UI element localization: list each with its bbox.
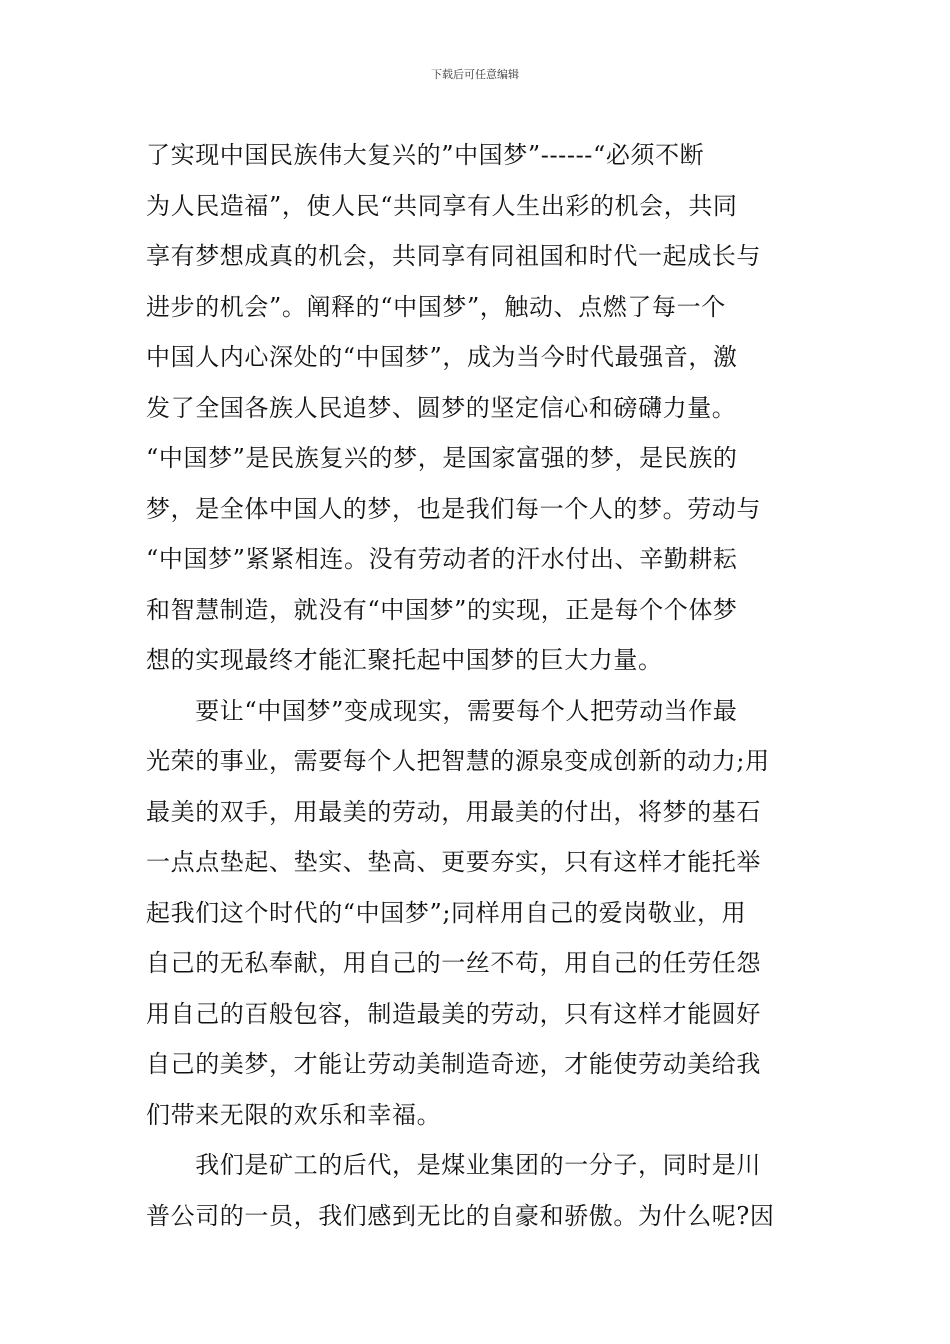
text-line: 和智慧制造，就没有“中国梦”的实现，正是每个个体梦 [146,595,738,624]
text-line: 我们是矿工的后代，是煤业集团的一分子，同时是川 [146,1151,761,1179]
text-line: 享有梦想成真的机会，共同享有同祖国和时代一起成长与 [146,242,761,270]
text-line: 一点点垫起、垫实、垫高、更要夯实，只有这样才能托举 [146,848,761,876]
body-text [146,130,806,1241]
text-line: 想的实现最终才能汇聚托起中国梦的巨大力量。 [146,646,663,674]
text-line: “中国梦”是民族复兴的梦，是国家富强的梦，是民族的 [146,444,738,472]
text-line: 最美的双手，用最美的劳动，用最美的付出，将梦的基石 [146,797,761,826]
text-line: 梦，是全体中国人的梦，也是我们每一个人的梦。劳动与 [146,494,761,523]
text-line: “中国梦”紧紧相连。没有劳动者的汗水付出、辛勤耕耘 [146,545,738,573]
text-line: 进步的机会”。阐释的“中国梦”，触动、点燃了每一个 [146,292,726,321]
text-line: 为人民造福”，使人民“共同享有人生出彩的机会，共同 [146,191,738,220]
text-line: 要让“中国梦”变成现实，需要每个人把劳动当作最 [146,696,738,725]
text-line: 们带来无限的欢乐和幸福。 [146,1100,442,1129]
text-line: 光荣的事业，需要每个人把智慧的源泉变成创新的动力;用 [146,747,770,775]
text-line: 自己的美梦，才能让劳动美制造奇迹，才能使劳动美给我 [146,1050,761,1078]
text-line: 了实现中国民族伟大复兴的”中国梦”------“必须不断 [146,141,705,169]
text-line: 中国人内心深处的“中国梦”，成为当今时代最强音，激 [146,343,738,371]
header-note: 下载后可任意编辑 [431,68,519,81]
text-line: 起我们这个时代的“中国梦”;同样用自己的爱岗敬业，用 [146,898,747,927]
text-line: 用自己的百般包容，制造最美的劳动，只有这样才能圆好 [146,999,761,1028]
text-line: 普公司的一员，我们感到无比的自豪和骄傲。为什么呢?因 [146,1201,775,1230]
text-line: 发了全国各族人民追梦、圆梦的坚定信心和磅礴力量。 [146,393,737,422]
text-line: 自己的无私奉献，用自己的一丝不苟，用自己的任劳任怨 [146,949,761,977]
